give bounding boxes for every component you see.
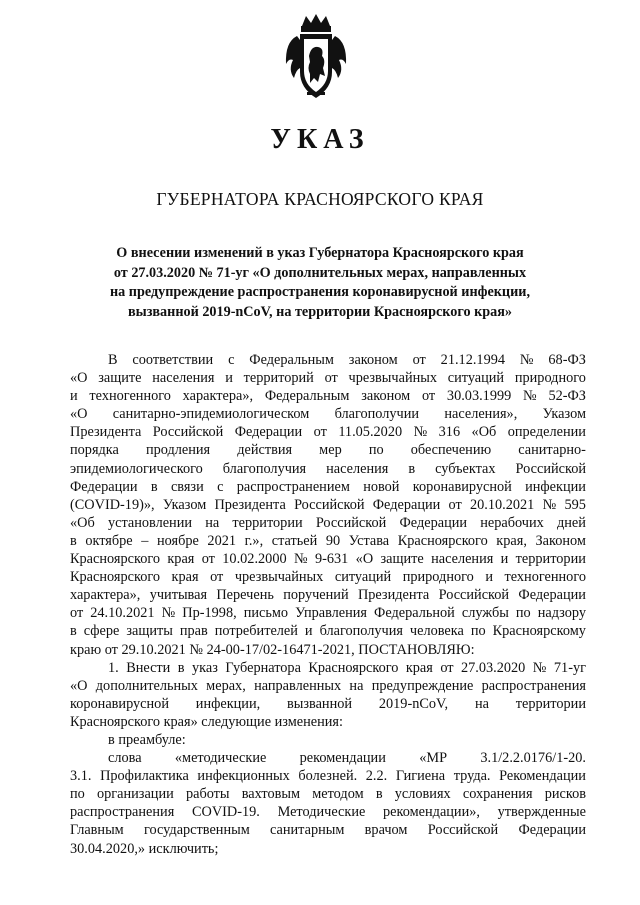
body-line: 3.1. Профилактика инфекционных болезней. 2.2. Гигиена труда. Рекомендации (70, 768, 586, 785)
heading-line: вызванной 2019-nCoV, на территории Красноярского края» (127, 303, 513, 320)
body-line: эпидемиологического благополучия населения в субъектах Российской (70, 460, 586, 477)
decree-heading (70, 244, 570, 322)
document-subtitle: ГУБЕРНАТОРА КРАСНОЯРСКОГО КРАЯ (156, 189, 484, 209)
document-title: УКАЗ (270, 124, 370, 155)
body-line: «О защите населения и территорий от чрезвычайных ситуаций природного (70, 370, 586, 387)
body-line: в октябре – ноябре 2021 г.», статьей 90 Устава Красноярского края, Законом (70, 532, 586, 549)
body-line: Федерации в связи с распространением новой коронавирусной инфекции (70, 478, 586, 495)
body-line: коронавирусной инфекции, вызванной 2019-nCoV, на территории (70, 695, 586, 712)
body-line: Красноярского края от 10.02.2000 № 9-631 «О защите населения и территории (70, 551, 586, 568)
heading-line: О внесении изменений в указ Губернатора Красноярского края (116, 245, 524, 261)
body-line: Красноярского края» следующие изменения: (70, 713, 343, 730)
body-line: 1. Внести в указ Губернатора Красноярского края от 27.03.2020 № 71-уг (108, 659, 586, 676)
body-line: краю от 29.10.2021 № 24-00-17/02-16471-2021, ПОСТАНОВЛЯЮ: (70, 641, 475, 658)
body-line: «О санитарно-эпидемиологическом благополучии населения», Указом (70, 406, 586, 423)
body-line: в преамбуле: (108, 731, 186, 748)
body-line: слова «методические рекомендации «МР 3.1/2.2.0176/1-20. (108, 750, 586, 767)
body-line: характера», учитывая Перечень поручений Президента Российской Федерации (70, 587, 586, 604)
body-line: 30.04.2020,» исключить; (70, 840, 219, 857)
body-line: Главным государственным санитарным врачом Российской Федерации (70, 822, 586, 839)
coat-of-arms-emblem (283, 12, 349, 100)
heading-line: на предупреждение распространения коронавирусной инфекции, (109, 284, 530, 300)
body-line: Красноярского края от чрезвычайных ситуаций природного и техногенного (70, 569, 586, 586)
body-line: и техногенного характера», Федеральным законом от 30.03.1999 № 52-ФЗ (70, 388, 586, 405)
body-line: В соответствии с Федеральным законом от 21.12.1994 № 68-ФЗ (108, 352, 586, 368)
body-line: «О дополнительных мерах, направленных на предупреждение распространения (70, 677, 586, 694)
body-line: (COVID-19)», Указом Президента Российской Федерации от 20.10.2021 № 595 (70, 496, 586, 513)
body-line: по организации работы вахтовым методом в условиях сохранения рисков (70, 786, 586, 803)
heading-line: от 27.03.2020 № 71-уг «О дополнительных мерах, направленных (113, 264, 527, 281)
body-line: от 24.10.2021 № Пр-1998, письмо Управления Федеральной службы по надзору (70, 605, 586, 622)
body-line: распространения COVID-19. Методические рекомендации», утвержденные (70, 804, 586, 821)
body-line: «Об установлении на территории Российской Федерации нерабочих дней (70, 514, 586, 531)
decree-body (70, 351, 586, 858)
body-line: порядка продления действия мер по обеспечению санитарно- (70, 442, 586, 459)
body-line: в сфере защиты прав потребителей и благополучия человека по Красноярскому (70, 623, 586, 640)
body-line: Президента Российской Федерации от 11.05.2020 № 316 «Об определении (70, 424, 586, 441)
